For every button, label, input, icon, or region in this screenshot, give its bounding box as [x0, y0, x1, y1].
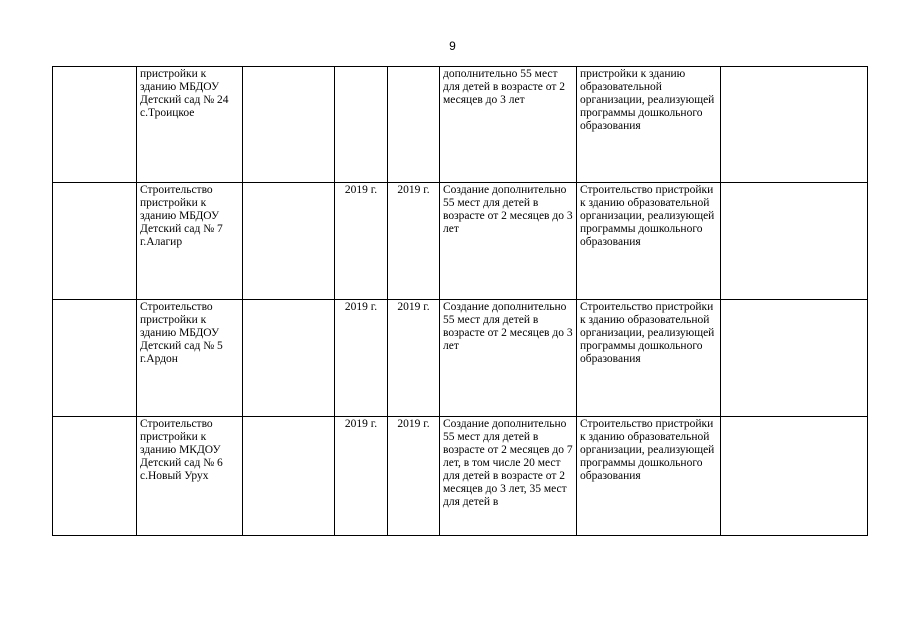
table-cell-object-name: Строительство пристройки к зданию МКДОУ Детский сад № 6 с.Новый Урух [137, 417, 243, 536]
table-cell-end-year [388, 67, 440, 183]
table-cell-start-year [335, 67, 388, 183]
table-cell-result: Создание дополнительно 55 мест для детей в возрасте от 2 месяцев до 3 лет [440, 183, 577, 300]
table-cell-notes [721, 183, 868, 300]
table-cell-notes [721, 417, 868, 536]
table-row [53, 183, 868, 300]
table-cell-notes [721, 300, 868, 417]
table-row [53, 300, 868, 417]
table-cell-end-year: 2019 г. [388, 417, 440, 536]
table-cell-number [53, 67, 137, 183]
table-cell-number [53, 183, 137, 300]
table-cell-result: дополнительно 55 мест для детей в возрасте от 2 месяцев до 3 лет [440, 67, 577, 183]
table-cell-empty [243, 67, 335, 183]
page-number: 9 [449, 39, 456, 53]
table-cell-object-name: Строительство пристройки к зданию МБДОУ Детский сад № 5 г.Ардон [137, 300, 243, 417]
table-cell-start-year: 2019 г. [335, 183, 388, 300]
table-cell-start-year: 2019 г. [335, 300, 388, 417]
table-cell-direction: Строительство пристройки к зданию образовательной организации, реализующей программы дошкольного образования [577, 300, 721, 417]
table-cell-number [53, 417, 137, 536]
document-table [52, 66, 868, 536]
table-cell-direction: Строительство пристройки к зданию образовательной организации, реализующей программы дошкольного образования [577, 417, 721, 536]
table-cell-object-name: пристройки к зданию МБДОУ Детский сад № 24 с.Троицкое [137, 67, 243, 183]
table-cell-object-name: Строительство пристройки к зданию МБДОУ Детский сад № 7 г.Алагир [137, 183, 243, 300]
table-cell-start-year: 2019 г. [335, 417, 388, 536]
table-cell-end-year: 2019 г. [388, 183, 440, 300]
table-cell-notes [721, 67, 868, 183]
table-cell-direction: Строительство пристройки к зданию образовательной организации, реализующей программы дошкольного образования [577, 183, 721, 300]
table-cell-empty [243, 300, 335, 417]
table-cell-empty [243, 417, 335, 536]
table-cell-result: Создание дополнительно 55 мест для детей в возрасте от 2 месяцев до 7 лет, в том числе 20 мест для детей в возрасте от 2 месяцев до 3 лет, 35 мест для детей в [440, 417, 577, 536]
table-cell-end-year: 2019 г. [388, 300, 440, 417]
table-cell-result: Создание дополнительно 55 мест для детей в возрасте от 2 месяцев до 3 лет [440, 300, 577, 417]
table-cell-empty [243, 183, 335, 300]
table-row [53, 67, 868, 183]
table-cell-direction: пристройки к зданию образовательной организации, реализующей программы дошкольного образования [577, 67, 721, 183]
table-row [53, 417, 868, 536]
table-cell-number [53, 300, 137, 417]
